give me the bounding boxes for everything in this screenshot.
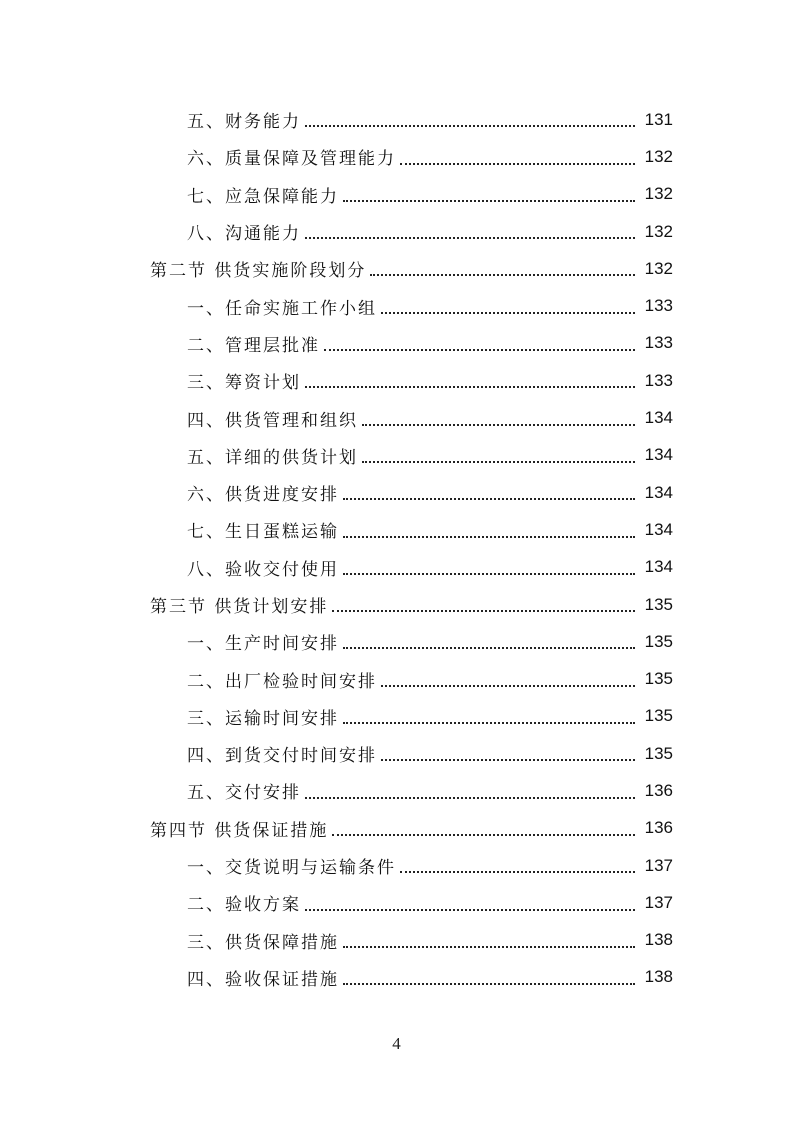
toc-entry-page: 133 bbox=[644, 333, 673, 353]
dot-leader bbox=[343, 535, 635, 538]
toc-entry[interactable] bbox=[0, 847, 793, 884]
dot-leader bbox=[400, 162, 635, 165]
dot-leader bbox=[343, 945, 635, 948]
page-number: 4 bbox=[392, 1034, 401, 1053]
toc-entry-title: 六、质量保障及管理能力 bbox=[187, 149, 396, 170]
dot-leader bbox=[343, 572, 635, 575]
toc-entry-page: 135 bbox=[644, 743, 673, 763]
toc-entry[interactable] bbox=[0, 176, 793, 213]
dot-leader bbox=[343, 646, 635, 649]
toc-entry-page: 132 bbox=[644, 258, 673, 278]
toc-entry[interactable] bbox=[0, 399, 793, 436]
toc-entry-title: 一、任命实施工作小组 bbox=[187, 298, 377, 319]
toc-entry-title: 第三节 供货计划安排 bbox=[150, 597, 329, 617]
toc-entry-title: 二、管理层批准 bbox=[187, 335, 320, 356]
toc-entry-page: 134 bbox=[644, 445, 673, 465]
toc-entry-page: 135 bbox=[644, 594, 673, 614]
toc-entry-title: 五、财务能力 bbox=[187, 112, 301, 133]
toc-entry-page: 137 bbox=[644, 892, 673, 912]
toc-entry-page: 135 bbox=[644, 669, 673, 689]
toc-entry-page: 132 bbox=[644, 221, 673, 241]
dot-leader bbox=[305, 124, 635, 127]
dot-leader bbox=[381, 311, 635, 314]
toc-entry-page: 137 bbox=[644, 855, 673, 875]
toc-entry[interactable] bbox=[0, 660, 793, 697]
toc-entry-title: 一、生产时间安排 bbox=[187, 634, 339, 655]
toc-entry-page: 132 bbox=[644, 184, 673, 204]
toc-entry-title: 七、应急保障能力 bbox=[187, 186, 339, 207]
toc-entry-title: 一、交货说明与运输条件 bbox=[187, 858, 396, 879]
toc-entry-title: 四、到货交付时间安排 bbox=[187, 746, 377, 767]
toc-entry[interactable] bbox=[0, 549, 793, 586]
toc-entry-title: 第四节 供货保证措施 bbox=[150, 820, 329, 841]
dot-leader bbox=[362, 460, 635, 463]
dot-leader bbox=[324, 348, 635, 351]
dot-leader bbox=[343, 199, 635, 202]
toc-entry[interactable] bbox=[0, 287, 793, 324]
toc-entry-page: 131 bbox=[644, 109, 673, 129]
dot-leader bbox=[362, 423, 635, 426]
toc-entry[interactable] bbox=[0, 735, 793, 772]
toc-entry-title: 三、筹资计划 bbox=[187, 373, 301, 394]
toc-entry[interactable] bbox=[0, 884, 793, 921]
toc-entry[interactable] bbox=[0, 474, 793, 511]
dot-leader bbox=[332, 833, 635, 836]
toc-entry-title: 八、验收交付使用 bbox=[187, 559, 339, 580]
toc-entry-title: 四、验收保证措施 bbox=[187, 969, 339, 990]
toc-entry[interactable] bbox=[0, 810, 793, 847]
toc-entry-page: 134 bbox=[644, 519, 673, 539]
toc-entry-title: 三、供货保障措施 bbox=[187, 932, 339, 953]
dot-leader bbox=[343, 497, 635, 500]
dot-leader bbox=[400, 870, 635, 873]
toc-entry[interactable] bbox=[0, 772, 793, 809]
toc-entry-page: 135 bbox=[644, 631, 673, 651]
toc-entry-title: 二、验收方案 bbox=[187, 895, 301, 916]
toc-entry-page: 136 bbox=[644, 780, 673, 800]
toc-entry-page: 133 bbox=[644, 296, 673, 316]
toc-entry-page: 132 bbox=[644, 146, 673, 166]
toc-entry[interactable] bbox=[0, 511, 793, 548]
toc-entry-page: 136 bbox=[644, 818, 673, 838]
toc-entry-title: 第二节 供货实施阶段划分 bbox=[150, 261, 367, 282]
toc-entry-page: 135 bbox=[644, 706, 673, 726]
toc-entry[interactable] bbox=[0, 101, 793, 138]
toc-entry-title: 六、供货进度安排 bbox=[187, 485, 339, 506]
toc-entry[interactable] bbox=[0, 213, 793, 250]
toc-entry-page: 134 bbox=[644, 408, 673, 428]
toc-entry[interactable] bbox=[0, 959, 793, 996]
toc-entry-title: 四、供货管理和组织 bbox=[187, 410, 358, 431]
dot-leader bbox=[305, 908, 635, 911]
toc-entry-page: 134 bbox=[644, 482, 673, 502]
dot-leader bbox=[332, 609, 635, 612]
toc-entry[interactable] bbox=[0, 586, 793, 623]
toc-entry[interactable] bbox=[0, 250, 793, 287]
toc-entry-page: 134 bbox=[644, 557, 673, 577]
toc-entry[interactable] bbox=[0, 623, 793, 660]
toc-entry-title: 五、交付安排 bbox=[187, 783, 301, 804]
toc-entry-page: 138 bbox=[644, 930, 673, 950]
dot-leader bbox=[305, 236, 635, 239]
toc-entry-title: 七、生日蛋糕运输 bbox=[187, 522, 339, 543]
toc-entry-title: 三、运输时间安排 bbox=[187, 708, 339, 729]
toc-entry[interactable] bbox=[0, 698, 793, 735]
toc-entry-page: 133 bbox=[644, 370, 673, 390]
toc-entry[interactable] bbox=[0, 437, 793, 474]
dot-leader bbox=[305, 796, 635, 799]
toc-entry[interactable] bbox=[0, 922, 793, 959]
dot-leader bbox=[343, 982, 635, 985]
toc-entry[interactable] bbox=[0, 325, 793, 362]
toc-entry[interactable] bbox=[0, 138, 793, 175]
dot-leader bbox=[381, 684, 635, 687]
toc-entry[interactable] bbox=[0, 362, 793, 399]
toc-entry-page: 138 bbox=[644, 967, 673, 987]
toc-entry-title: 二、出厂检验时间安排 bbox=[187, 671, 377, 692]
toc-entry-title: 八、沟通能力 bbox=[187, 224, 301, 245]
dot-leader bbox=[370, 273, 635, 276]
dot-leader bbox=[343, 721, 635, 724]
table-of-contents bbox=[0, 101, 793, 996]
dot-leader bbox=[381, 758, 635, 761]
toc-entry-title: 五、详细的供货计划 bbox=[187, 447, 358, 468]
dot-leader bbox=[305, 385, 635, 388]
